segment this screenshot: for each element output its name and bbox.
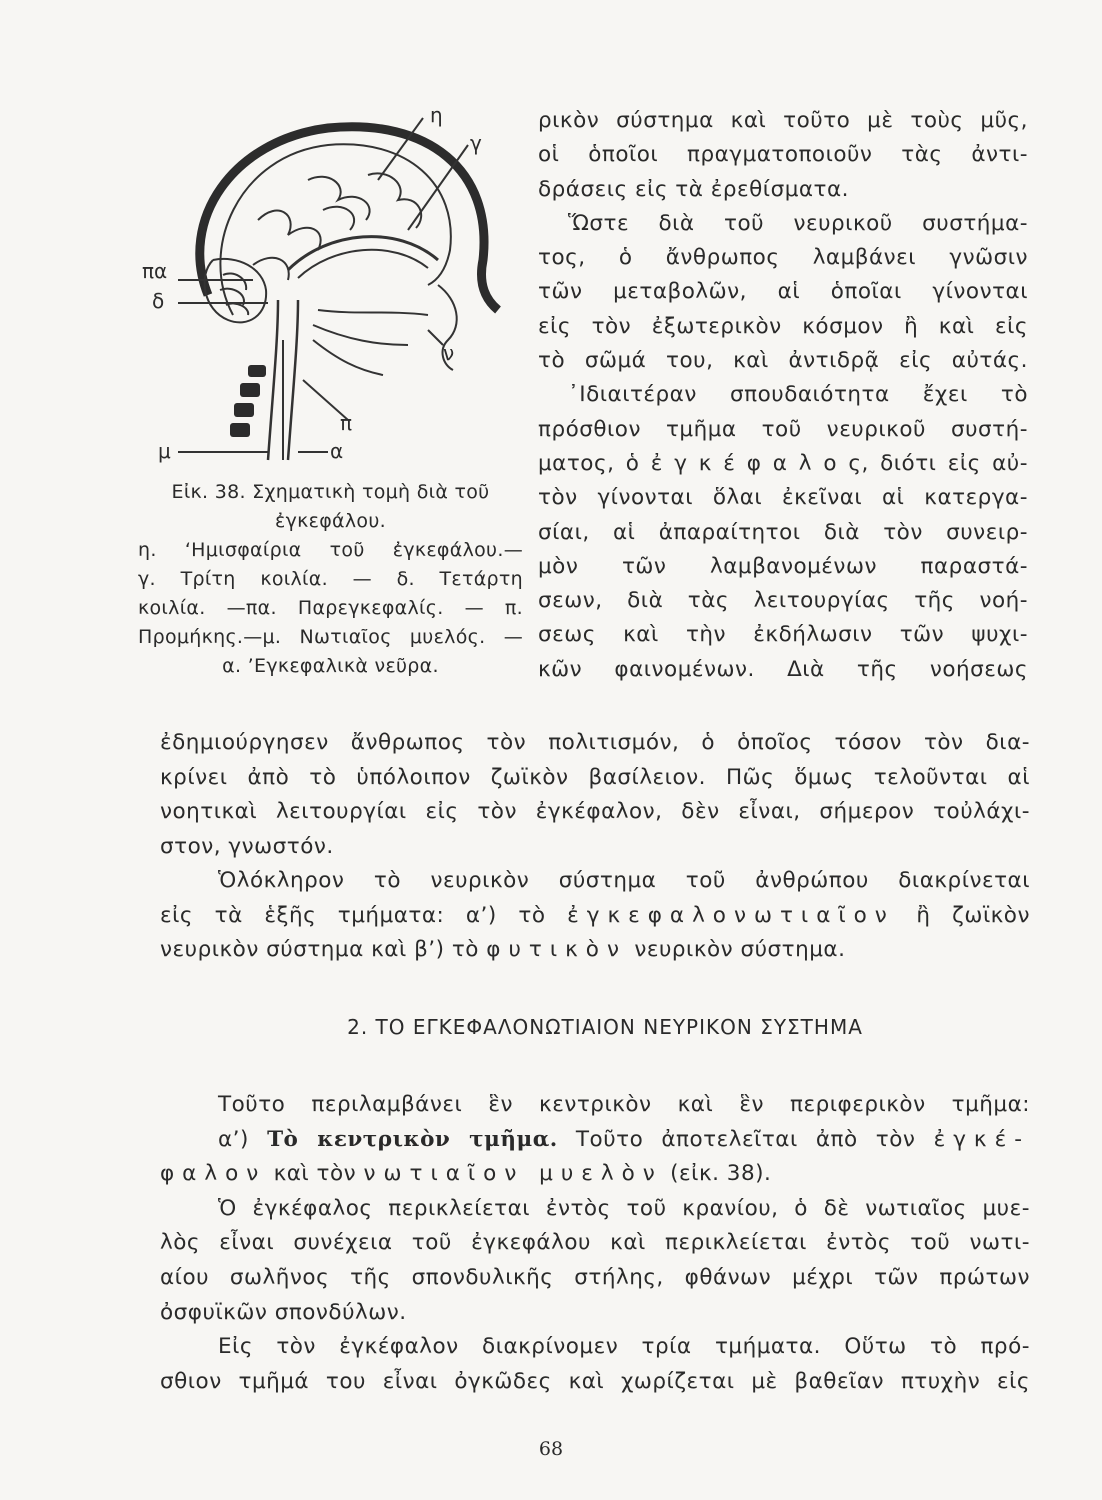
text-line: Ὁ ἐγκέφαλος περικλείεται ἐντὸς τοῦ κρανίου, ὁ δὲ νωτιαῖος μυε- <box>218 1195 1030 1221</box>
text-fragment: νευρικὸν σύστημα. <box>634 937 846 963</box>
text-line: αίου σωλῆνος τῆς σπονδυλικῆς στήλης, φθάνων μέχρι τῶν πρώτων <box>160 1264 1030 1290</box>
caption-line: η. ‘Ημισφαίρια τοῦ ἐγκεφάλου.— <box>138 539 523 561</box>
spaced-term: φυτικὸν <box>486 937 627 963</box>
caption-title: Εἰκ. 38. Σχηματικὴ τομὴ διὰ τοῦ <box>171 481 490 503</box>
text-line: λὸς εἶναι συνέχεια τοῦ ἐγκεφάλου καὶ περικλείεται ἐντὸς τοῦ νωτι- <box>160 1230 1030 1256</box>
text-line: ρικὸν σύστημα καὶ τοῦτο μὲ τοὺς μῦς, <box>538 108 1028 133</box>
text-line: ᾿Ιδιαιτέραν σπουδαιότητα ἔχει τὸ <box>568 382 1028 408</box>
spaced-term: ἐγκέ- <box>933 1126 1030 1152</box>
continuation-paragraph <box>160 726 1030 864</box>
text-fragment: (εἰκ. 38). <box>670 1161 772 1187</box>
text-line: ματος, ὁ ἐ γ κ έ φ α λ ο ς, διότι εἰς αὐ- <box>538 450 1028 476</box>
text-line <box>160 1157 1030 1192</box>
text-line: Εἰς τὸν ἐγκέφαλον διακρίνομεν τρία τμήματα. Οὕτω τὸ πρό- <box>218 1334 1030 1360</box>
text-line <box>160 899 1030 934</box>
section-body <box>160 1088 1030 1399</box>
text-line: μὸν τῶν λαμβανομένων παραστά- <box>538 553 1028 579</box>
text-line: στον, γνωστόν. <box>160 833 334 859</box>
nervous-system-paragraph <box>160 864 1030 968</box>
label-pa: πα <box>142 259 168 283</box>
text-line: τος, ὁ ἄνθρωπος λαμβάνει γνῶσιν <box>538 245 1028 271</box>
text-line: δράσεις εἰς τὰ ἐρεθίσματα. <box>538 176 849 202</box>
text-fragment: ἢ ζωϊκὸν <box>916 902 1030 928</box>
text-line: σθιον τμῆμά του εἶναι ὀγκῶδες καὶ χωρίζεται μὲ βαθεῖαν πτυχὴν εἰς <box>160 1368 1030 1394</box>
text-line: Ὁλόκληρον τὸ νευρικὸν σύστημα τοῦ ἀνθρώπου διακρίνεται <box>218 868 1030 893</box>
text-line: σεων, διὰ τὰς λειτουργίας τῆς νοή- <box>538 588 1028 614</box>
label-delta: δ <box>152 289 165 313</box>
figure-caption <box>138 478 523 681</box>
text-line <box>160 933 1030 968</box>
label-alpha: α <box>330 439 344 463</box>
text-line: τὸ σῶμά του, καὶ ἀντιδρᾷ εἰς αὐτάς. <box>538 348 1028 374</box>
spaced-term: ἐγκεφαλονωτιαῖον <box>567 902 895 928</box>
brain-diagram <box>138 100 508 470</box>
caption-line: α. ’Εγκεφαλικὰ νεῦρα. <box>222 655 439 677</box>
text-line <box>160 1123 1030 1158</box>
text-line: τὸν γίνονται ὅλαι ἐκεῖναι αἱ κατεργα- <box>538 485 1028 511</box>
bold-term: Τὸ κεντρικὸν τμῆμα. <box>267 1126 558 1152</box>
caption-line: κοιλία. —πα. Παρεγκεφαλίς. — π. <box>138 597 523 619</box>
text-line: τῶν μεταβολῶν, αἱ ὁποῖαι γίνονται <box>538 279 1028 305</box>
label-pi: π <box>340 411 353 435</box>
text-line: ἐδημιούργησεν ἄνθρωπος τὸν πολιτισμόν, ὁ ὁποῖος τόσον τὸν δια- <box>160 730 1030 755</box>
text-line: σίαι, αἱ ἀπαραίτητοι διὰ τὸν συνειρ- <box>538 519 1028 545</box>
spaced-term: νωτιαῖον μυελὸν <box>363 1161 663 1187</box>
text-fragment: Τοῦτο ἀποτελεῖται ἀπὸ τὸν <box>575 1126 916 1152</box>
text-line: νοητικαὶ λειτουργίαι εἰς τὸν ἐγκέφαλον, δὲν εἶναι, σήμερον τοὐλάχι- <box>160 799 1030 825</box>
section-heading: 2. ΤΟ ΕΓΚΕΦΑΛΟΝΩΤΙΑΙΟΝ ΝΕΥΡΙΚΟΝ ΣΥΣΤΗΜΑ <box>347 1015 863 1039</box>
text-line: Τοῦτο περιλαμβάνει ἓν κεντρικὸν καὶ ἓν περιφερικὸν τμῆμα: <box>218 1092 1030 1117</box>
text-line: κῶν φαινομένων. Διὰ τῆς νοήσεως <box>538 656 1028 682</box>
text-fragment: εἰς τὰ ἑξῆς τμήματα: α’) τὸ <box>160 902 546 928</box>
label-gamma: γ <box>470 131 482 155</box>
text-line: ὀσφυϊκῶν σπονδύλων. <box>160 1299 407 1325</box>
text-line: κρίνει ἀπὸ τὸ ὑπόλοιπον ζωϊκὸν βασίλειον. Πῶς ὅμως τελοῦνται αἱ <box>160 764 1030 790</box>
text-fragment: καὶ τὸν <box>273 1161 357 1187</box>
label-nu: ν <box>443 341 455 365</box>
text-line: Ὥστε διὰ τοῦ νευρικοῦ συστήμα- <box>568 210 1028 236</box>
text-line: οἱ ὁποῖοι πραγματοποιοῦν τὰς ἀντι- <box>538 142 1028 168</box>
text-line: εἰς τὸν ἐξωτερικὸν κόσμον ἢ καὶ εἰς <box>538 313 1028 339</box>
label-eta: η <box>430 103 443 127</box>
right-column-text <box>538 104 1028 687</box>
page-number: 68 <box>538 1438 564 1460</box>
text-fragment: α’) <box>218 1126 249 1152</box>
text-line: πρόσθιον τμῆμα τοῦ νευρικοῦ συστή- <box>538 416 1028 442</box>
caption-line: γ. Τρίτη κοιλία. — δ. Τετάρτη <box>138 568 523 590</box>
spaced-term: φαλον <box>160 1161 267 1187</box>
caption-title-cont: ἐγκεφάλου. <box>275 510 386 532</box>
text-line: σεως καὶ τὴν ἐκδήλωσιν τῶν ψυχι- <box>538 622 1028 648</box>
caption-line: Προμήκης.—μ. Νωτιαῖος μυελός. — <box>138 626 523 648</box>
text-fragment: νευρικὸν σύστημα καὶ β’) τὸ <box>160 937 479 963</box>
brain-section-figure <box>138 100 508 470</box>
label-mu: μ <box>158 439 171 463</box>
